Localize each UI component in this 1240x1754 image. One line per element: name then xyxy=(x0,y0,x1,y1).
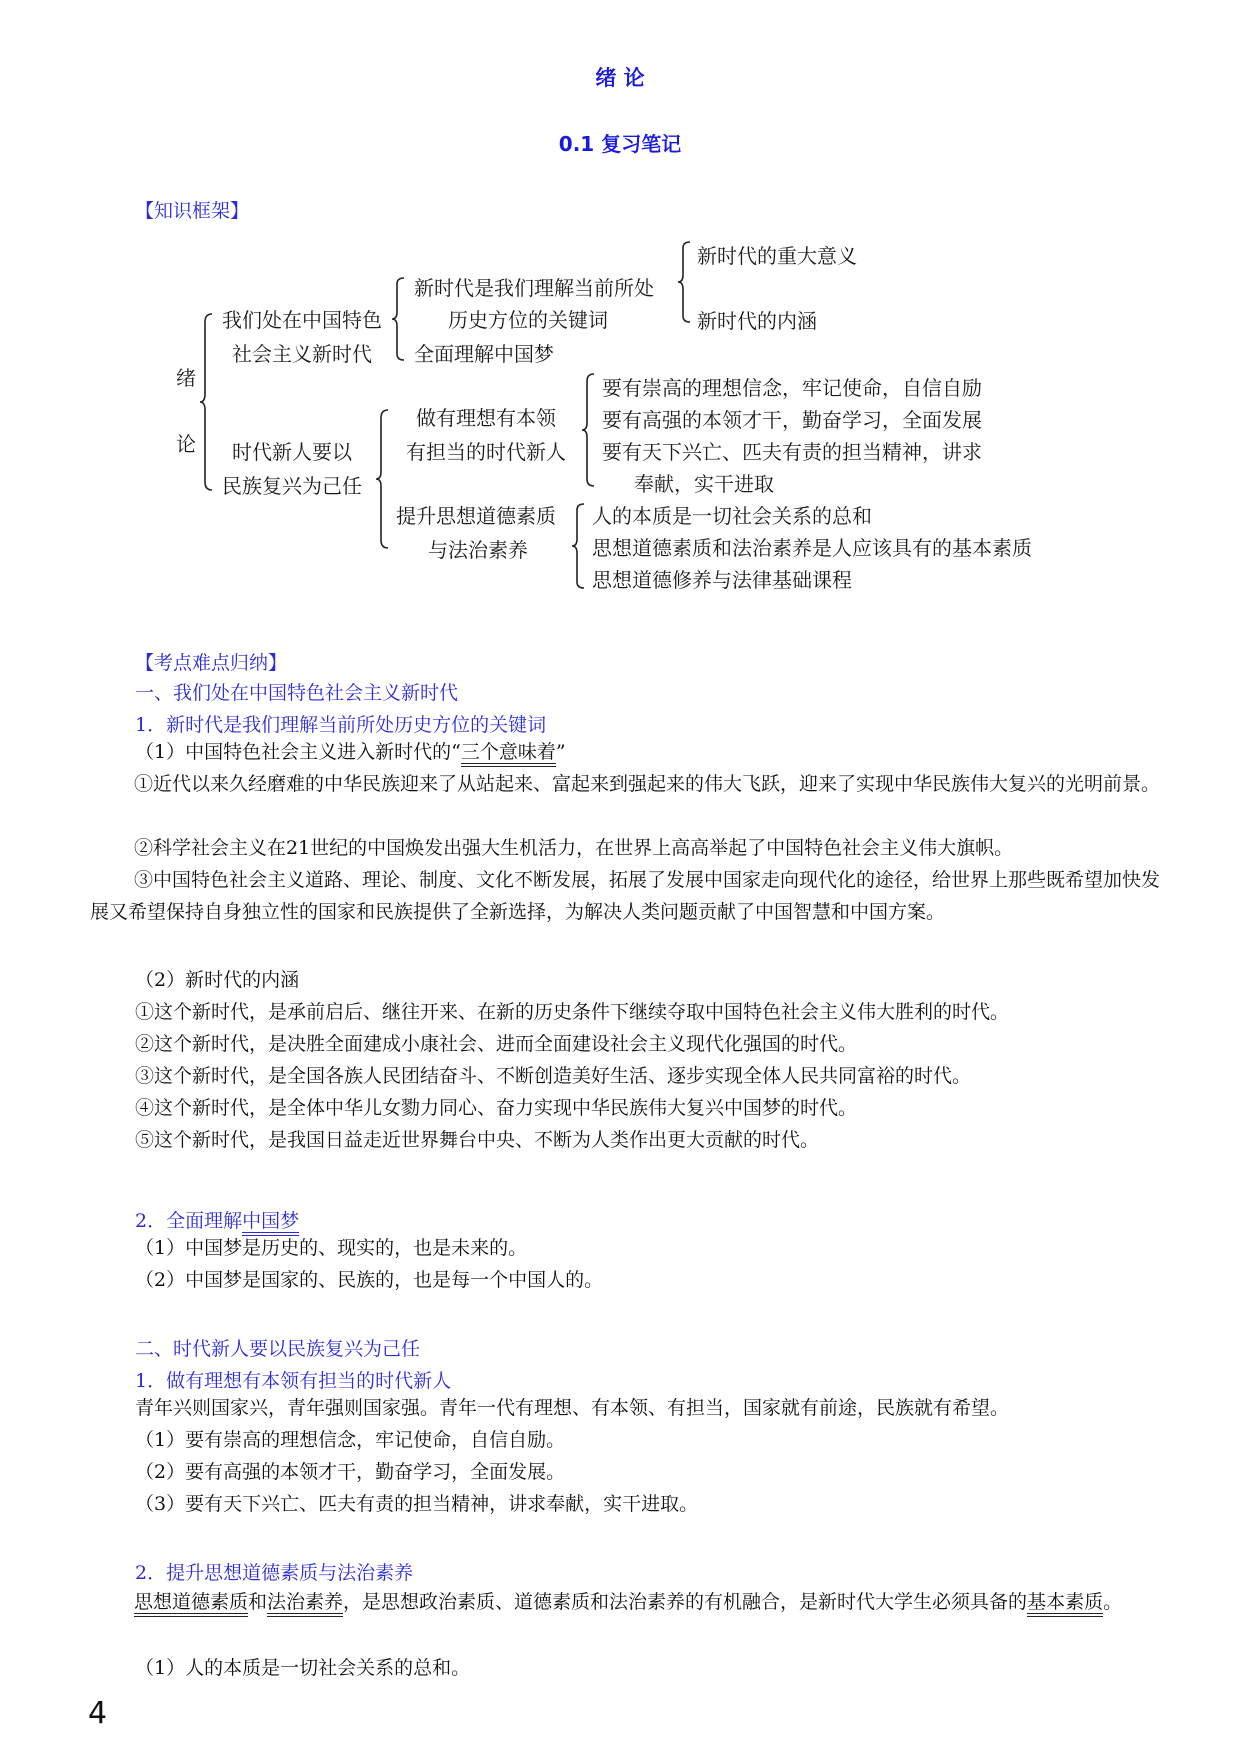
chapter-title: 绪 论 xyxy=(595,66,645,90)
framework-heading: 【知识框架】 xyxy=(135,200,250,222)
branch1-child1-line2: 历史方位的关键词 xyxy=(448,308,608,332)
part1-s1-sub2-title: （2）新时代的内涵 xyxy=(135,969,300,991)
part2-s1-item-3: （3）要有天下兴亡、匹夫有责的担当精神，讲求奉献，实干进取。 xyxy=(135,1493,699,1515)
branch2-brace-icon xyxy=(376,408,390,550)
branch1-child2: 全面理解中国梦 xyxy=(414,342,554,366)
root-brace-icon xyxy=(200,312,214,492)
branch2-child1-leaf-2: 要有高强的本领才干，勤奋学习，全面发展 xyxy=(602,408,982,432)
branch2-child2-brace-icon xyxy=(572,502,586,590)
section-title: 0.1 复习笔记 xyxy=(558,132,682,156)
part2-s1-intro: 青年兴则国家兴，青年强则国家强。青年一代有理想、有本领、有担当，国家就有前途，民族就有希望。 xyxy=(135,1397,1010,1419)
branch1-child1-line1: 新时代是我们理解当前所处 xyxy=(414,276,654,300)
branch1-label-line1: 我们处在中国特色 xyxy=(222,308,382,332)
branch1-child1-brace-icon xyxy=(678,240,692,324)
part1-s1-sub2-item-5: ⑤这个新时代，是我国日益走近世界舞台中央、不断为人类作出更大贡献的时代。 xyxy=(135,1129,820,1151)
part1-s1-sub1-title xyxy=(135,736,566,768)
and-text: 和 xyxy=(248,1591,268,1613)
part2-s1-title: 1．做有理想有本领有担当的时代新人 xyxy=(135,1370,452,1392)
part2-title: 二、时代新人要以民族复兴为己任 xyxy=(135,1338,421,1360)
underlined-term: 三个意味着 xyxy=(461,741,556,767)
branch2-child2-leaf-1: 人的本质是一切社会关系的总和 xyxy=(592,504,872,528)
part1-s1-sub2-item-4: ④这个新时代，是全体中华儿女勠力同心、奋力实现中华民族伟大复兴中国梦的时代。 xyxy=(135,1097,858,1119)
part2-s2-paragraph xyxy=(90,1586,1160,1618)
underlined-term-2: 法治素养 xyxy=(267,1591,343,1617)
para-end: 。 xyxy=(1103,1591,1123,1613)
branch1-brace-icon xyxy=(392,276,406,362)
branch1-leaf-1: 新时代的重大意义 xyxy=(697,244,857,268)
part1-s2-item-2: （2）中国梦是国家的、民族的，也是每一个中国人的。 xyxy=(135,1269,604,1291)
branch2-child1-brace-icon xyxy=(582,372,596,488)
branch2-child1-line2: 有担当的时代新人 xyxy=(406,440,566,464)
branch2-child1-line1: 做有理想有本领 xyxy=(416,406,556,430)
part1-s1-item-3: ③中国特色社会主义道路、理论、制度、文化不断发展，拓展了发展中国家走向现代化的途径，给世界上那些既希望加快发展又希望保持自身独立性的国家和民族提供了全新选择，为解决人类问题贡献了中国智慧和中国方案。 xyxy=(90,869,1161,923)
branch2-label-line2: 民族复兴为己任 xyxy=(222,474,362,498)
branch2-child1-leaf-4: 奉献，实干进取 xyxy=(634,472,774,496)
part2-s2-item-1: （1）人的本质是一切社会关系的总和。 xyxy=(135,1657,471,1679)
branch1-leaf-2: 新时代的内涵 xyxy=(697,309,817,333)
part1-title: 一、我们处在中国特色社会主义新时代 xyxy=(135,682,459,704)
root-label-2: 论 xyxy=(176,432,196,456)
part2-s1-item-1: （1）要有崇高的理想信念，牢记使命，自信自励。 xyxy=(135,1429,566,1451)
part1-s2-item-1: （1）中国梦是历史的、现实的，也是未来的。 xyxy=(135,1237,528,1259)
part1-s1-item-1: ①近代以来久经磨难的中华民族迎来了从站起来、富起来到强起来的伟大飞跃，迎来了实现中华民族伟大复兴的光明前景。 xyxy=(134,773,1161,795)
branch2-child2-line1: 提升思想道德素质 xyxy=(396,504,556,528)
part1-s1-title: 1．新时代是我们理解当前所处历史方位的关键词 xyxy=(135,714,547,736)
part1-s1-sub2-item-3: ③这个新时代，是全国各族人民团结奋斗、不断创造美好生活、逐步实现全体人民共同富裕的时代。 xyxy=(135,1065,972,1087)
para-mid: ，是思想政治素质、道德素质和法治素养的有机融合，是新时代大学生必须具备的 xyxy=(343,1591,1028,1613)
sub1-prefix: （1）中国特色社会主义进入新时代的 xyxy=(135,741,452,763)
root-label-1: 绪 xyxy=(176,366,196,390)
s2-title-prefix: 2．全面理解 xyxy=(135,1210,243,1232)
branch2-child2-leaf-2: 思想道德素质和法治素养是人应该具有的基本素质 xyxy=(592,536,1032,560)
keypoints-heading: 【考点难点归纳】 xyxy=(135,652,288,674)
branch2-child2-leaf-3: 思想道德修养与法律基础课程 xyxy=(592,568,852,592)
part1-s2-title xyxy=(135,1206,299,1233)
branch2-child1-leaf-3: 要有天下兴亡、匹夫有责的担当精神，讲求 xyxy=(602,440,982,464)
branch2-label-line1: 时代新人要以 xyxy=(232,440,352,464)
s2-title-underlined: 中国梦 xyxy=(242,1210,299,1236)
underlined-term-3: 基本素质 xyxy=(1027,1591,1103,1617)
part1-s1-sub2-item-1: ①这个新时代，是承前启后、继往开来、在新的历史条件下继续夺取中国特色社会主义伟大胜利的时代。 xyxy=(135,1001,1010,1023)
page-number: 4 xyxy=(88,1696,108,1731)
part1-s1-item-2: ②科学社会主义在21世纪的中国焕发出强大生机活力，在世界上高高举起了中国特色社会主义伟大旗帜。 xyxy=(134,837,1014,859)
branch2-child2-line2: 与法治素养 xyxy=(428,538,528,562)
branch2-child1-leaf-1: 要有崇高的理想信念，牢记使命，自信自励 xyxy=(602,376,982,400)
part1-s1-sub2-item-2: ②这个新时代，是决胜全面建成小康社会、进而全面建设社会主义现代化强国的时代。 xyxy=(135,1033,858,1055)
part2-s1-item-2: （2）要有高强的本领才干，勤奋学习，全面发展。 xyxy=(135,1461,566,1483)
underlined-term-1: 思想道德素质 xyxy=(134,1591,248,1617)
quote-open: “ xyxy=(451,741,461,763)
part2-s2-title: 2．提升思想道德素质与法治素养 xyxy=(135,1562,414,1584)
quote-close: ” xyxy=(555,741,566,763)
branch1-label-line2: 社会主义新时代 xyxy=(232,342,372,366)
